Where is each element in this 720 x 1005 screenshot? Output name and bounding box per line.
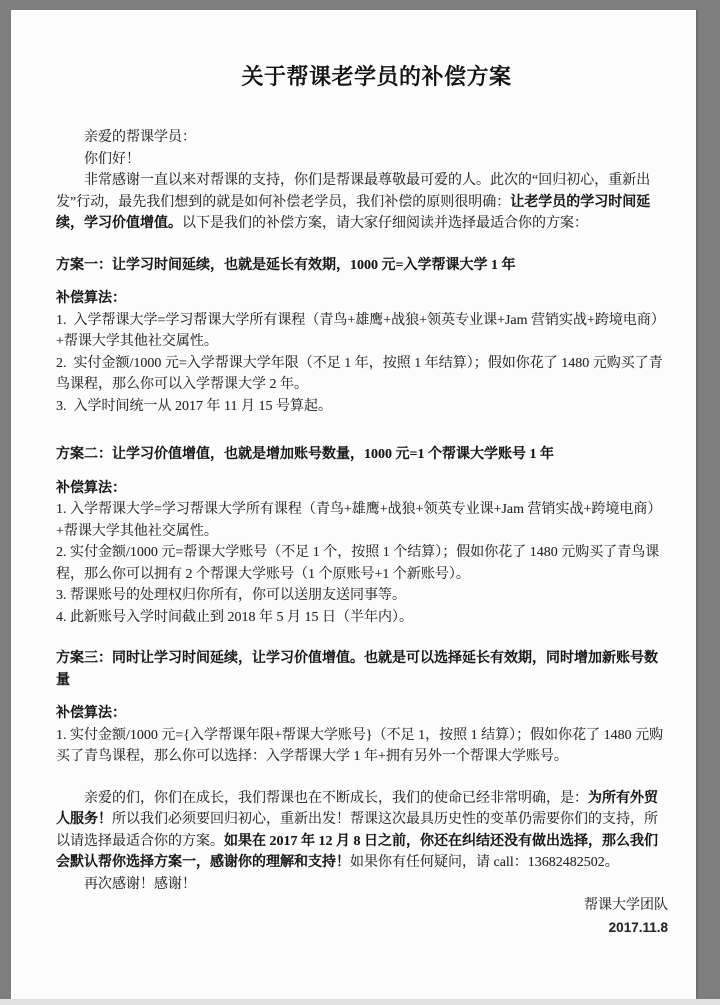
plan1-heading: 方案一：让学习时间延续，也就是延长有效期，1000 元=入学帮课大学 1 年 [56,257,516,273]
plan3-algo-label: 补偿算法： [56,706,126,721]
intro-paragraph [56,170,668,235]
closing-text-2: 所以我们必须要回归初心，重新出发！帮课这次最具历史性的变革仍需要你们的支持，所以请选择最适合你的方案。 [56,812,658,849]
closing-text-1: 亲爱的们，你们在成长，我们帮课也在不断成长，我们的使命已经非常明确，是： [84,790,588,806]
plan1-item-1: 1. 入学帮课大学=学习帮课大学所有课程（青鸟+雄鹰+战狼+领英专业课+Jam 营销实战+跨境电商）+帮课大学其他社交属性。 [56,312,665,349]
intro-text-1: 非常感谢一直以来对帮课的支持，你们是帮课最尊敬最可爱的人。此次的“回归初心，重新出发”行动，最先我们想到的就是如何补偿老学员，我们补偿的原则很明确： [56,173,651,210]
document-page [11,10,698,1005]
plan3-item-1: 1. 实付金额/1000 元={入学帮课年限+帮课大学账号}（不足 1，按照 1 结算）；假如你花了 1480 元购买了青鸟课程，那么你可以选择：入学帮课大学 1 年+拥有另外一个帮课大学账号。 [56,727,664,764]
document-body [56,127,668,938]
photo-bottom-edge [0,999,720,1005]
greeting-line: 你们好！ [84,151,140,167]
plan2-item-3: 3. 帮课账号的处理权归你所有，你可以送朋友送同事等。 [56,588,406,603]
closing-text-emphasis-2: 如果在 2017 年 12 月 8 日之前，你还在纠结还没有做出选择，那么我们会默认帮你选择方案一，感谢你的理解和支持！ [56,833,658,870]
closing-text-emphasis-1: 为所有外贸人服务！ [56,790,658,827]
plan2-heading: 方案二：让学习价值增值，也就是增加账号数量，1000 元=1 个帮课大学账号 1 年 [56,447,554,462]
salutation-line: 亲爱的帮课学员： [84,130,196,145]
plan2-item-4: 4. 此新账号入学时间截止到 2018 年 5 月 15 日（半年内）。 [56,609,413,625]
plan1-item-2: 2. 实付金额/1000 元=入学帮课大学年限（不足 1 年，按照 1 年结算）；假如你花了 1480 元购买了青鸟课程，那么你可以入学帮课大学 2 年。 [56,355,663,392]
closing-paragraph [56,788,668,874]
plan1-item-3: 3. 入学时间统一从 2017 年 11 月 15 号算起。 [56,398,332,414]
intro-text-2: 以下是我们的补偿方案，请大家仔细阅读并选择最适合你的方案： [182,216,588,231]
signature-team: 帮课大学团队 [584,898,668,913]
plan2-algo-label: 补偿算法： [56,480,126,496]
document-title: 关于帮课老学员的补偿方案 [241,64,512,89]
intro-text-emphasis: 让老学员的学习时间延续，学习价值增值。 [56,194,651,231]
plan1-algo-label: 补偿算法： [56,291,126,306]
thanks-line: 再次感谢！感谢！ [84,876,196,892]
plan2-item-2: 2. 实付金额/1000 元=帮课大学账号（不足 1 个，按照 1 个结算）；假如你花了 1480 元购买了青鸟课程，那么你可以拥有 2 个帮课大学账号（1 个原账号+1 个新账号）。 [56,545,660,582]
closing-text-3: 如果你有任何疑问，请 call：13682482502。 [350,855,619,870]
signature-date: 2017.11.8 [608,919,668,935]
plan2-item-1: 1. 入学帮课大学=学习帮课大学所有课程（青鸟+雄鹰+战狼+领英专业课+Jam 营销实战+跨境电商）+帮课大学其他社交属性。 [56,502,662,539]
plan3-heading: 方案三：同时让学习时间延续，让学习价值增值。也就是可以选择延长有效期，同时增加新账号数量 [56,651,658,688]
